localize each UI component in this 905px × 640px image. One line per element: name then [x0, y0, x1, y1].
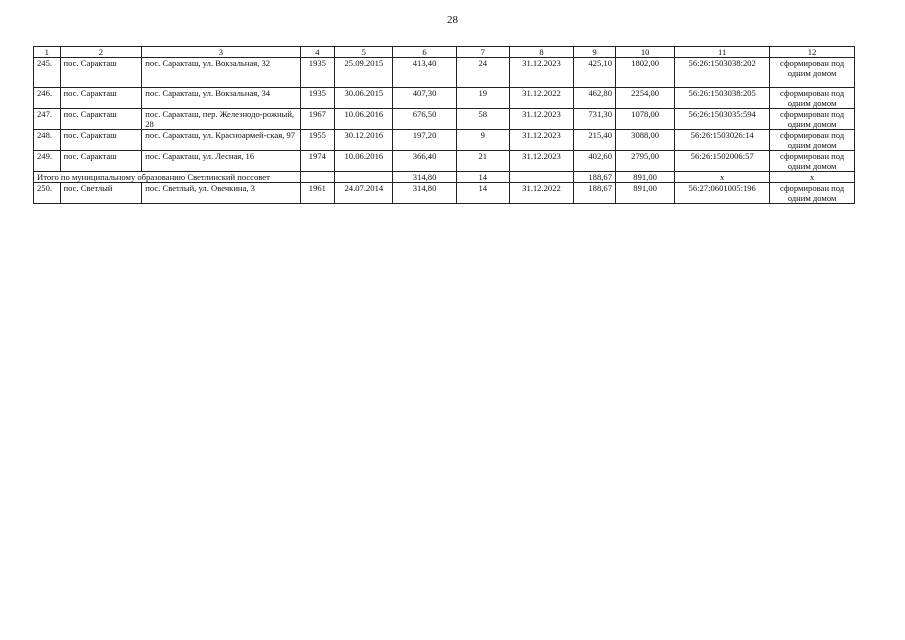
planned-date-cell: 31.12.2023 — [509, 151, 573, 172]
page-number: 28 — [447, 14, 458, 26]
residents-cell: 19 — [456, 88, 509, 109]
register-table — [33, 46, 855, 204]
land-status-cell: x — [770, 172, 855, 183]
area-cell: 413,40 — [393, 58, 456, 88]
column-number-header: 5 — [335, 47, 393, 58]
year-built-cell: 1967 — [300, 109, 335, 130]
table-row — [34, 88, 855, 109]
year-built-cell: 1935 — [300, 88, 335, 109]
residents-cell: 24 — [456, 58, 509, 88]
settlement-cell: пос. Саракташ — [60, 58, 142, 88]
column-number-header: 4 — [300, 47, 335, 58]
year-built-cell: 1955 — [300, 130, 335, 151]
row-number-cell: 246. — [34, 88, 61, 109]
cadastral-number-cell: 56:26:1503035:594 — [675, 109, 770, 130]
recognition-date-cell: 25.09.2015 — [335, 58, 393, 88]
living-area-cell: 425,10 — [574, 58, 616, 88]
land-status-cell: сформирован под одним домом — [770, 58, 855, 88]
living-area-cell: 188,67 — [574, 172, 616, 183]
settlement-cell: пос. Саракташ — [60, 151, 142, 172]
year-built-cell — [300, 172, 335, 183]
row-number-cell: 248. — [34, 130, 61, 151]
table-row — [34, 151, 855, 172]
table-row — [34, 183, 855, 204]
recognition-date-cell: 10.06.2016 — [335, 109, 393, 130]
residents-cell: 14 — [456, 172, 509, 183]
address-cell: пос. Саракташ, ул. Вокзальная, 32 — [142, 58, 300, 88]
land-area-cell: 891,00 — [616, 172, 675, 183]
cadastral-number-cell: 56:26:1503038:205 — [675, 88, 770, 109]
living-area-cell: 215,40 — [574, 130, 616, 151]
recognition-date-cell — [335, 172, 393, 183]
planned-date-cell: 31.12.2023 — [509, 58, 573, 88]
column-number-header: 8 — [509, 47, 573, 58]
planned-date-cell: 31.12.2022 — [509, 183, 573, 204]
year-built-cell: 1935 — [300, 58, 335, 88]
settlement-cell: пос. Саракташ — [60, 88, 142, 109]
land-area-cell: 2795,00 — [616, 151, 675, 172]
row-number-cell: 247. — [34, 109, 61, 130]
recognition-date-cell: 30.06.2015 — [335, 88, 393, 109]
planned-date-cell: 31.12.2023 — [509, 130, 573, 151]
residents-cell: 21 — [456, 151, 509, 172]
cadastral-number-cell: 56:26:1503038:202 — [675, 58, 770, 88]
cadastral-number-cell: 56:26:1503026:14 — [675, 130, 770, 151]
year-built-cell: 1974 — [300, 151, 335, 172]
living-area-cell: 188,67 — [574, 183, 616, 204]
cadastral-number-cell: 56:27:0601005:196 — [675, 183, 770, 204]
address-cell: пос. Саракташ, ул. Красноармей-ская, 97 — [142, 130, 300, 151]
table-row — [34, 109, 855, 130]
subtotal-row — [34, 172, 855, 183]
column-number-header: 9 — [574, 47, 616, 58]
address-cell: пос. Светлый, ул. Овечкина, 3 — [142, 183, 300, 204]
table-body — [34, 58, 855, 204]
area-cell: 314,80 — [393, 172, 456, 183]
recognition-date-cell: 24.07.2014 — [335, 183, 393, 204]
planned-date-cell: 31.12.2022 — [509, 88, 573, 109]
area-cell: 314,80 — [393, 183, 456, 204]
area-cell: 676,50 — [393, 109, 456, 130]
row-number-cell: 245. — [34, 58, 61, 88]
residents-cell: 58 — [456, 109, 509, 130]
address-cell: пос. Саракташ, ул. Вокзальная, 34 — [142, 88, 300, 109]
row-number-cell: 250. — [34, 183, 61, 204]
area-cell: 407,30 — [393, 88, 456, 109]
land-status-cell: сформирован под одним домом — [770, 109, 855, 130]
table-row — [34, 130, 855, 151]
cadastral-number-cell: 56:26:1502006:57 — [675, 151, 770, 172]
column-number-header: 12 — [770, 47, 855, 58]
column-number-header: 3 — [142, 47, 300, 58]
settlement-cell: пос. Саракташ — [60, 109, 142, 130]
land-status-cell: сформирован под одним домом — [770, 88, 855, 109]
land-area-cell: 891,00 — [616, 183, 675, 204]
cadastral-number-cell: x — [675, 172, 770, 183]
land-area-cell: 2254,00 — [616, 88, 675, 109]
column-number-header: 11 — [675, 47, 770, 58]
residents-cell: 14 — [456, 183, 509, 204]
subtotal-label: Итого по муниципальному образованию Светлинский поссовет — [34, 172, 301, 183]
settlement-cell: пос. Саракташ — [60, 130, 142, 151]
land-area-cell: 3088,00 — [616, 130, 675, 151]
land-area-cell: 1802,00 — [616, 58, 675, 88]
column-number-row — [34, 47, 855, 58]
land-status-cell: сформирован под одним домом — [770, 151, 855, 172]
column-number-header: 10 — [616, 47, 675, 58]
year-built-cell: 1961 — [300, 183, 335, 204]
land-status-cell: сформирован под одним домом — [770, 130, 855, 151]
living-area-cell: 731,30 — [574, 109, 616, 130]
area-cell: 366,40 — [393, 151, 456, 172]
address-cell: пос. Саракташ, ул. Лесная, 16 — [142, 151, 300, 172]
row-number-cell: 249. — [34, 151, 61, 172]
land-area-cell: 1078,00 — [616, 109, 675, 130]
land-status-cell: сформирован под одним домом — [770, 183, 855, 204]
address-cell: пос. Саракташ, пер. Железнодо-рожный, 28 — [142, 109, 300, 130]
column-number-header: 2 — [60, 47, 142, 58]
table-row — [34, 58, 855, 88]
column-number-header: 6 — [393, 47, 456, 58]
area-cell: 197,20 — [393, 130, 456, 151]
column-number-header: 7 — [456, 47, 509, 58]
planned-date-cell: 31.12.2023 — [509, 109, 573, 130]
living-area-cell: 462,80 — [574, 88, 616, 109]
living-area-cell: 402,60 — [574, 151, 616, 172]
settlement-cell: пос. Светлый — [60, 183, 142, 204]
recognition-date-cell: 30.12.2016 — [335, 130, 393, 151]
recognition-date-cell: 10.06.2016 — [335, 151, 393, 172]
column-number-header: 1 — [34, 47, 61, 58]
residents-cell: 9 — [456, 130, 509, 151]
planned-date-cell — [509, 172, 573, 183]
